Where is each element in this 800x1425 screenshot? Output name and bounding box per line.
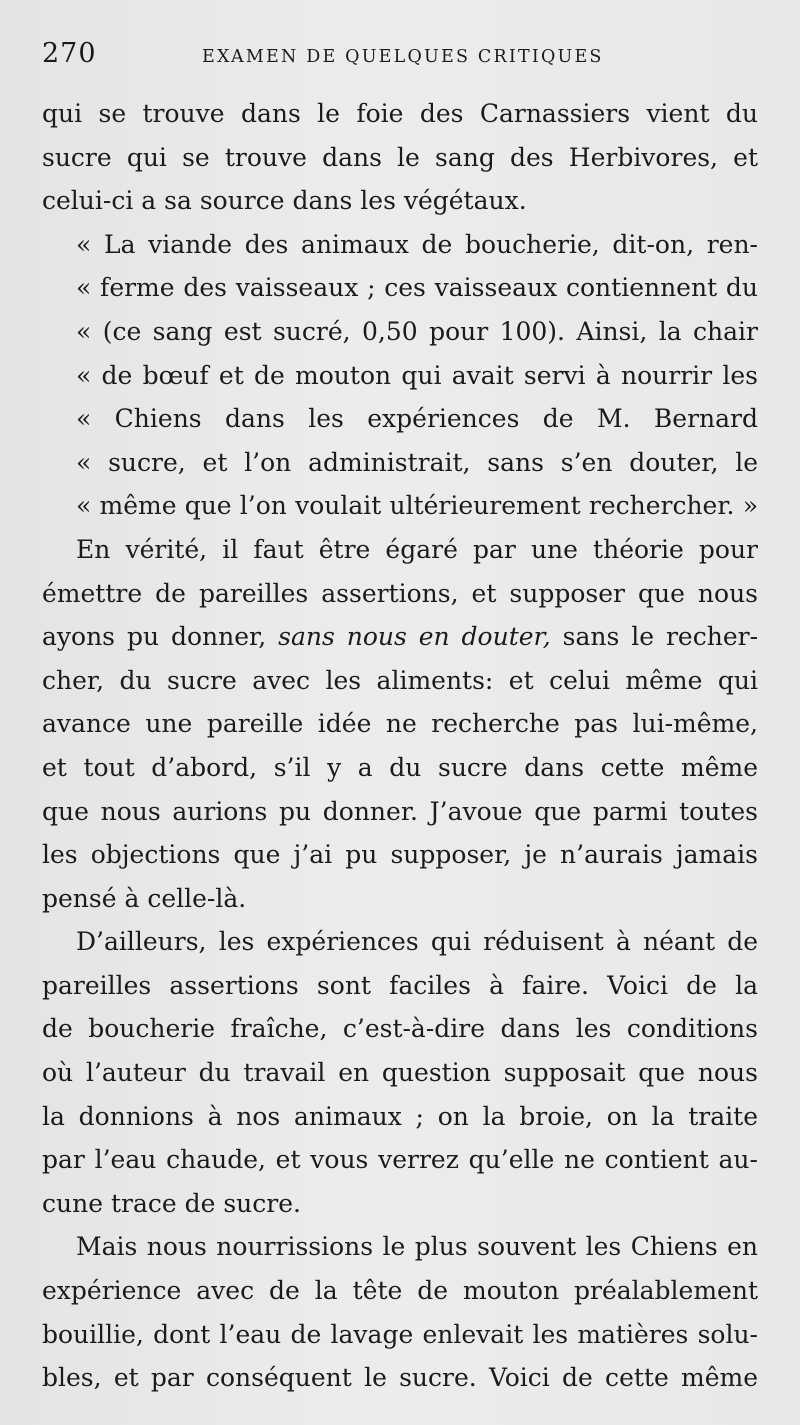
text-segment: ayons pu donner, <box>42 622 267 652</box>
text-line: que nous aurions pu donner. J’avoue que parmi toutes <box>42 796 758 826</box>
text-line: bles, et par conséquent le sucre. Voici de cette même <box>42 1363 758 1393</box>
paragraph-start-line: D’ailleurs, les expériences qui réduisent à néant de <box>76 927 758 957</box>
body-text <box>42 92 758 1400</box>
quote-line: « (ce sang est sucré, 0,50 pour 100). Ainsi, la chair <box>76 316 758 346</box>
quote-line: « même que l’on voulait ultérieurement rechercher. » <box>76 491 758 521</box>
text-line: et tout d’abord, s’il y a du sucre dans cette même <box>42 752 758 782</box>
text-segment: sans le recher- <box>562 622 758 652</box>
text-line: la donnions à nos animaux ; on la broie, on la traite <box>42 1101 758 1131</box>
quote-line: « ferme des vaisseaux ; ces vaisseaux contiennent du <box>76 273 758 303</box>
text-line: où l’auteur du travail en question supposait que nous <box>42 1058 758 1088</box>
text-line: avance une pareille idée ne recherche pas lui-même, <box>42 709 758 739</box>
quote-line: « de bœuf et de mouton qui avait servi à nourrir les <box>76 360 758 390</box>
text-line: qui se trouve dans le foie des Carnassiers vient du <box>42 99 758 128</box>
text-line-with-italic <box>42 615 758 659</box>
text-line: pareilles assertions sont faciles à faire. Voici de la <box>42 970 758 1000</box>
text-line: bouillie, dont l’eau de lavage enlevait les matières solu- <box>42 1319 758 1349</box>
text-line: cune trace de sucre. <box>42 1188 301 1218</box>
quote-line: « sucre, et l’on administrait, sans s’en douter, le <box>76 447 758 477</box>
text-line: expérience avec de la tête de mouton préalablement <box>42 1276 758 1306</box>
quote-line: « Chiens dans les expériences de M. Bernard <box>76 404 758 434</box>
text-line: celui-ci a sa source dans les végétaux. <box>42 186 527 216</box>
text-line: émettre de pareilles assertions, et supposer que nous <box>42 578 758 608</box>
page-number: 270 <box>42 38 97 69</box>
italic-phrase: sans nous en douter, <box>278 622 551 652</box>
running-head: EXAMEN DE QUELQUES CRITIQUES <box>202 47 604 67</box>
paragraph-start-line: Mais nous nourrissions le plus souvent les Chiens en <box>76 1232 758 1262</box>
quote-line: « La viande des animaux de boucherie, dit-on, ren- <box>76 229 758 259</box>
paragraph-start-line: En vérité, il faut être égaré par une théorie pour <box>76 534 758 564</box>
text-line: les objections que j’ai pu supposer, je n’aurais jamais <box>42 840 758 870</box>
page-header <box>42 38 758 78</box>
text-line: pensé à celle-là. <box>42 883 247 913</box>
text-line: sucre qui se trouve dans le sang des Herbivores, et <box>42 142 758 172</box>
text-line: par l’eau chaude, et vous verrez qu’elle ne contient au- <box>42 1145 758 1175</box>
text-line: cher, du sucre avec les aliments: et celui même qui <box>42 665 758 695</box>
text-line: de boucherie fraîche, c’est-à-dire dans les conditions <box>42 1014 758 1044</box>
